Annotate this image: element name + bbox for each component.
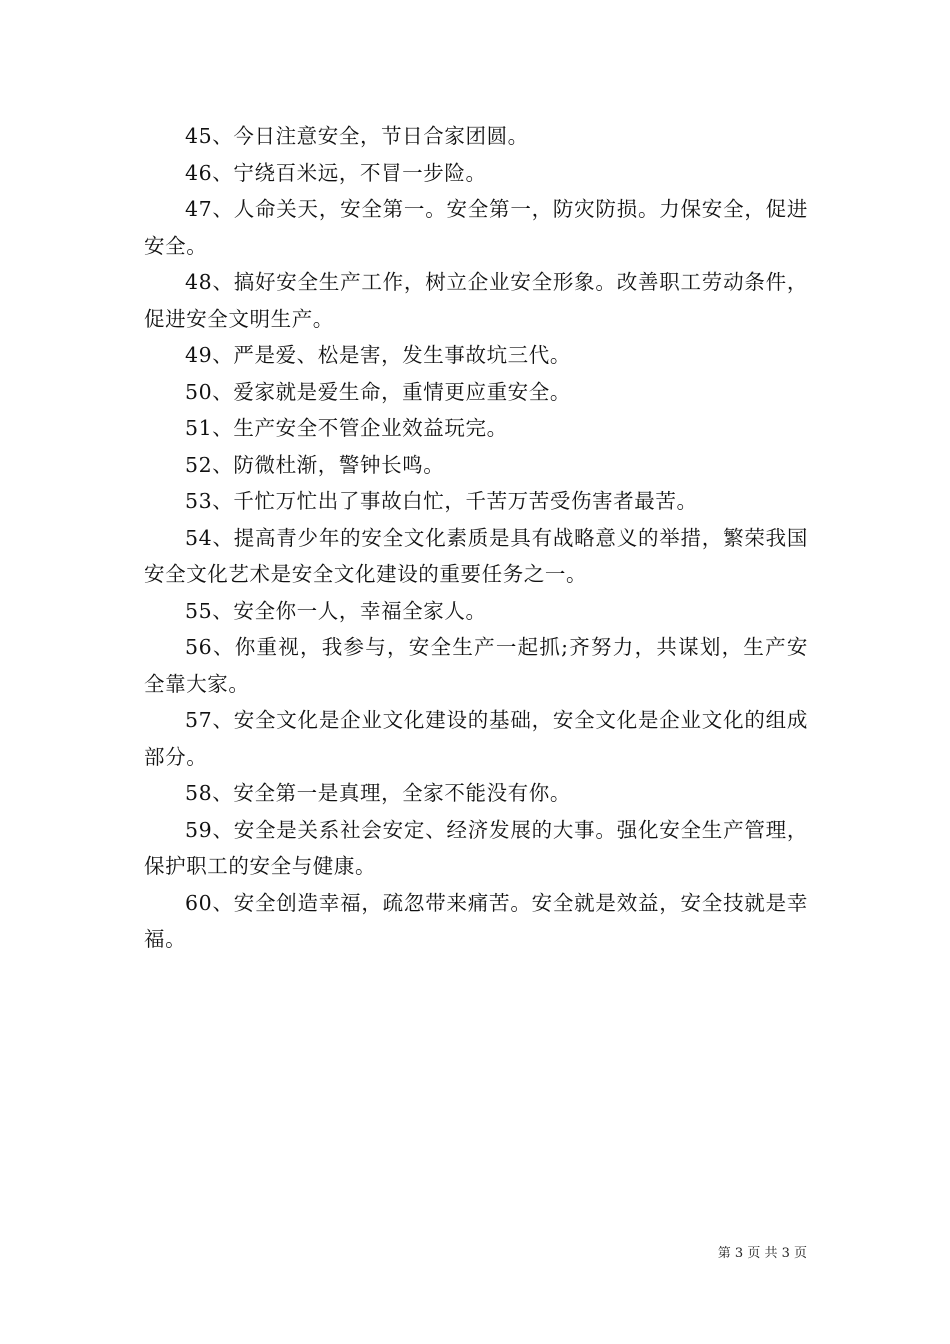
paragraph: 45、今日注意安全，节日合家团圆。	[185, 124, 529, 148]
paragraph: 55、安全你一人，幸福全家人。	[185, 598, 487, 623]
paragraph: 51、生产安全不管企业效益玩完。	[185, 416, 508, 440]
paragraph: 54、提高青少年的安全文化素质是具有战略意义的举措，繁荣我国安全文化艺术是安全文化建设的重要任务之一。	[144, 525, 808, 586]
paragraph: 49、严是爱、松是害，发生事故坑三代。	[185, 343, 571, 367]
paragraph: 46、宁绕百米远，不冒一步险。	[185, 160, 487, 185]
paragraph: 47、人命关天，安全第一。安全第一，防灾防损。力保安全，促进安全。	[144, 197, 808, 258]
paragraph: 59、安全是关系社会安定、经济发展的大事。强化安全生产管理，保护职工的安全与健康。	[144, 817, 808, 878]
paragraph: 48、搞好安全生产工作，树立企业安全形象。改善职工劳动条件，促进安全文明生产。	[144, 270, 808, 331]
paragraph: 60、安全创造幸福，疏忽带来痛苦。安全就是效益，安全技就是幸福。	[144, 890, 808, 951]
paragraph: 58、安全第一是真理，全家不能没有你。	[185, 781, 571, 805]
paragraph: 50、爱家就是爱生命，重情更应重安全。	[185, 379, 571, 404]
paragraph: 52、防微杜渐，警钟长鸣。	[185, 452, 445, 477]
paragraph: 53、千忙万忙出了事故白忙，千苦万苦受伤害者最苦。	[185, 489, 698, 513]
paragraph: 57、安全文化是企业文化建设的基础，安全文化是企业文化的组成部分。	[144, 708, 808, 769]
page-number-footer: 第 3 页 共 3 页	[717, 1246, 807, 1261]
paragraph: 56、你重视，我参与，安全生产一起抓;齐努力，共谋划，生产安全靠大家。	[144, 635, 808, 696]
document-body	[144, 118, 808, 958]
